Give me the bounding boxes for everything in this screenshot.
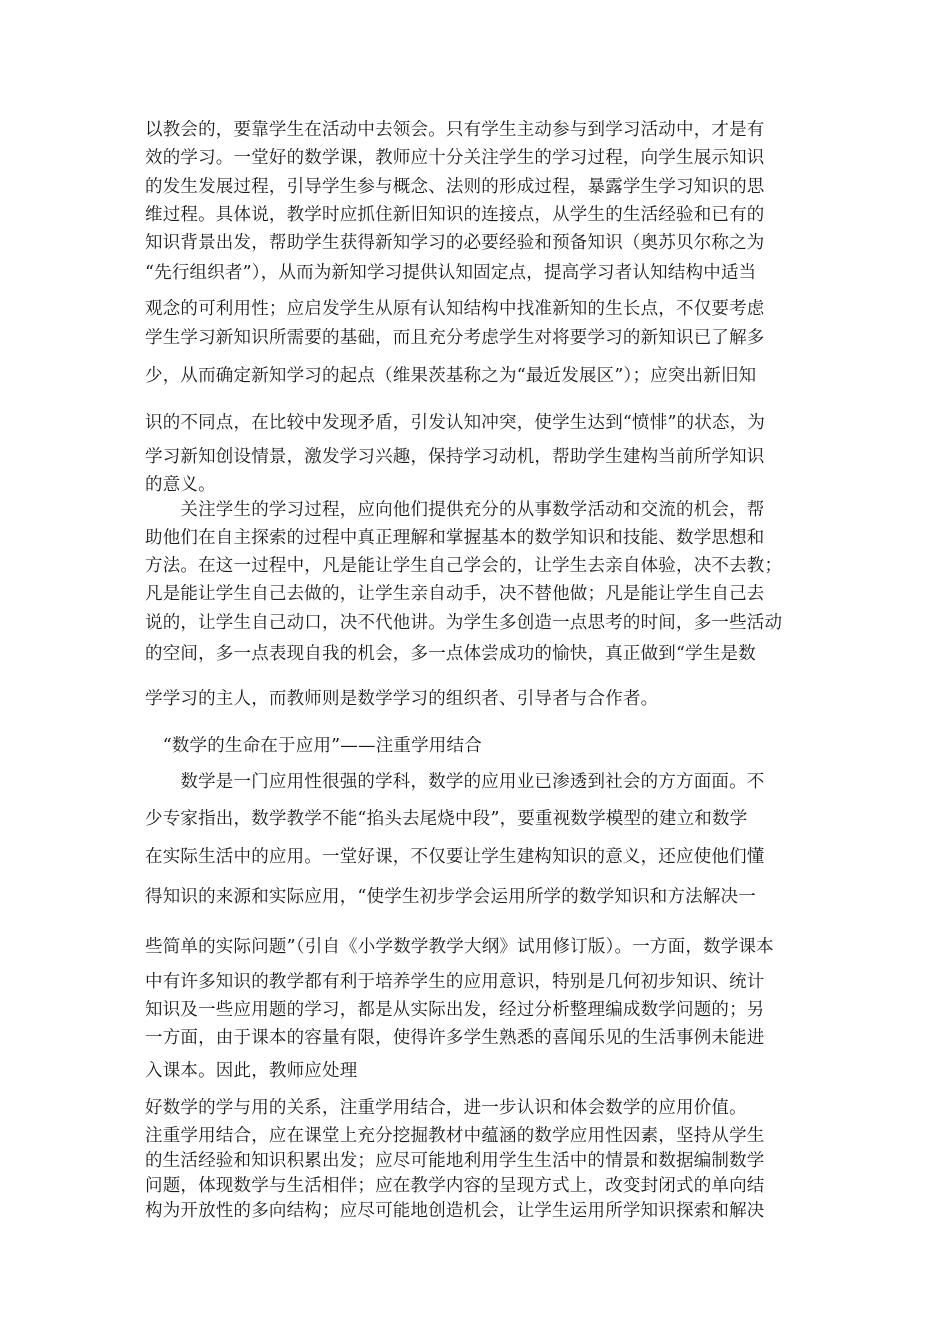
text-line: 关注学生的学习过程，应向他们提供充分的从事数学活动和交流的机会，帮 (145, 500, 765, 520)
text-line: 一方面，由于课本的容量有限，使得许多学生熟悉的喜闻乐见的生活事例未能进 (145, 1028, 765, 1048)
text-line: 问题，体现数学与生活相伴；应在教学内容的呈现方式上，改变封闭式的单向结 (145, 1176, 765, 1196)
text-line: 以教会的，要靠学生在活动中去领会。只有学生主动参与到学习活动中，才是有 (145, 120, 765, 140)
text-line: 维过程。具体说，教学时应抓住新旧知识的连接点，从学生的生活经验和已有的 (145, 205, 765, 225)
text-line: 学学习的主人，而教师则是数学学习的组织者、引导者与合作者。 (145, 689, 659, 709)
text-line: 识的不同点，在比较中发现矛盾，引发认知冲突，使学生达到“愤悱”的状态，为 (145, 413, 766, 433)
text-line: “先行组织者”），从而为新知学习提供认知固定点，提高学习者认知结构中适当 (145, 263, 757, 283)
text-line: 中有许多知识的教学都有利于培养学生的应用意识，特别是几何初步知识、统计 (145, 972, 765, 992)
text-line: 说的，让学生自己动口，决不代他讲。为学生多创造一点思考的时间，多一些活动 (145, 613, 783, 633)
text-line: 的发生发展过程，引导学生参与概念、法则的形成过程，暴露学生学习知识的思 (145, 177, 765, 197)
text-line: 构为开放性的多向结构；应尽可能地创造机会，让学生运用所学知识探索和解决 (145, 1201, 765, 1221)
text-line: 知识及一些应用题的学习，都是从实际出发，经过分析整理编成数学问题的；另 (145, 1000, 765, 1020)
text-line: 的空间，多一点表现自我的机会，多一点体尝成功的愉快，真正做到“学生是数 (145, 644, 756, 664)
text-line: 少，从而确定新知学习的起点（维果茨基称之为“最近发展区”）；应突出新旧知 (145, 366, 757, 386)
text-line: 注重学用结合，应在课堂上充分挖掘教材中蕴涵的数学应用性因素，坚持从学生 (145, 1126, 765, 1146)
text-line: 学生学习新知识所需要的基础，而且充分考虑学生对将要学习的新知识已了解多 (145, 328, 765, 348)
text-line: 学习新知创设情景，激发学习兴趣，保持学习动机，帮助学生建构当前所学知识 (145, 447, 765, 467)
text-line: 些简单的实际问题”（引自《小学数学教学大纲》试用修订版）。一方面，数学课本 (145, 937, 774, 957)
text-line: 在实际生活中的应用。一堂好课，不仅要让学生建构知识的意义，还应使他们懂 (145, 847, 765, 867)
text-line: 数学是一门应用性很强的学科，数学的应用业已渗透到社会的方方面面。不 (145, 772, 765, 792)
text-line: 少专家指出，数学教学不能“掐头去尾烧中段”，要重视数学模型的建立和数学 (145, 809, 748, 829)
text-line: 知识背景出发，帮助学生获得新知学习的必要经验和预备知识（奥苏贝尔称之为 (145, 233, 765, 253)
text-line: 凡是能让学生自己去做的，让学生亲自动手，决不替他做；凡是能让学生自己去 (145, 584, 765, 604)
text-line: 的意义。 (145, 475, 216, 495)
text-line: 方法。在这一过程中，凡是能让学生自己学会的，让学生去亲自体验，决不去教； (145, 556, 783, 576)
text-line: 观念的可利用性；应启发学生从原有认知结构中找准新知的生长点，不仅要考虑 (145, 299, 765, 319)
text-line: 助他们在自主探索的过程中真正理解和掌握基本的数学知识和技能、数学思想和 (145, 528, 765, 548)
text-line: 入课本。因此，教师应处理 (145, 1061, 358, 1081)
text-line: 得知识的来源和实际应用，“使学生初步学会运用所学的数学知识和方法解决一 (145, 887, 756, 907)
section-heading: “数学的生命在于应用”——注重学用结合 (145, 736, 482, 756)
text-line: 好数学的学与用的关系，注重学用结合，进一步认识和体会数学的应用价值。 (145, 1098, 747, 1118)
text-line: 的生活经验和知识积累出发；应尽可能地利用学生生活中的情景和数据编制数学 (145, 1151, 765, 1171)
text-line: 效的学习。一堂好的数学课，教师应十分关注学生的学习过程，向学生展示知识 (145, 148, 765, 168)
